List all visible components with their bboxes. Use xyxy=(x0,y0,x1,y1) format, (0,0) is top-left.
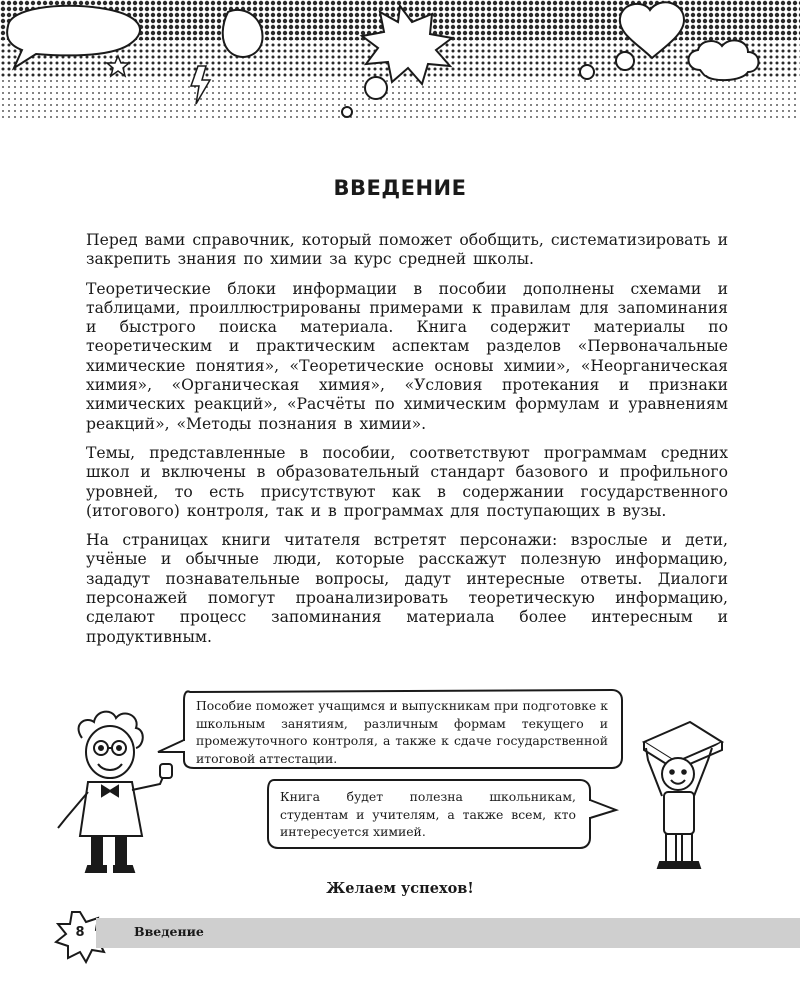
student-character xyxy=(644,722,722,868)
closing-wish: Желаем успехов! xyxy=(326,880,474,897)
page-number: 8 xyxy=(75,925,85,940)
professor-character xyxy=(58,712,172,872)
footer-section-label: Введение xyxy=(134,924,204,939)
page-title: ВВЕДЕНИЕ xyxy=(333,176,467,200)
paragraph: Теоретические блоки информации в пособии дополнены схемами и таблицами, проиллюстрированы примерами к правилам для запоминания и быстрого поиска материала. Книга содержит материалы по теоретическим и практическим аспектам разделов «Первоначальные химические понятия», «Теоретические основы химии», «Неорганическая химия», «Органическая химия», «Условия протекания и признаки химических реакций», «Расчёты по химическим формулам и уравнениям реакций», «Методы познания в химии». xyxy=(86,279,728,433)
paragraph: На страницах книги читателя встретят персонажи: взрослые и дети, учёные и обычные люди, которые расскажут полезную информацию, зададут познавательные вопросы, дадут интересные ответы. Диалоги персонажей помогут проанализировать теоретическую информацию, сделают процесс запоминания материала более интересным и продуктивным. xyxy=(86,531,728,646)
professor-bubble-text: Пособие поможет учащимся и выпускникам при подготовке к школьным занятиям, различным формам текущего и промежуточного контроля, а также к сдаче государственной итоговой аттестации. xyxy=(196,698,608,766)
student-bubble-text: Книга будет полезна школьникам, студентам и учителям, а также всем, кто интересуется химией. xyxy=(280,789,576,840)
paragraph: Перед вами справочник, который поможет обобщить, систематизировать и закрепить знания по химии за курс средней школы. xyxy=(86,231,728,269)
paragraph: Темы, представленные в пособии, соответствуют программам средних школ и включены в образовательный стандарт базового и профильного уровней, то есть присутствуют как в содержании государственного (итогового) контроля, так и в программах для поступающих в вузы. xyxy=(86,443,728,520)
